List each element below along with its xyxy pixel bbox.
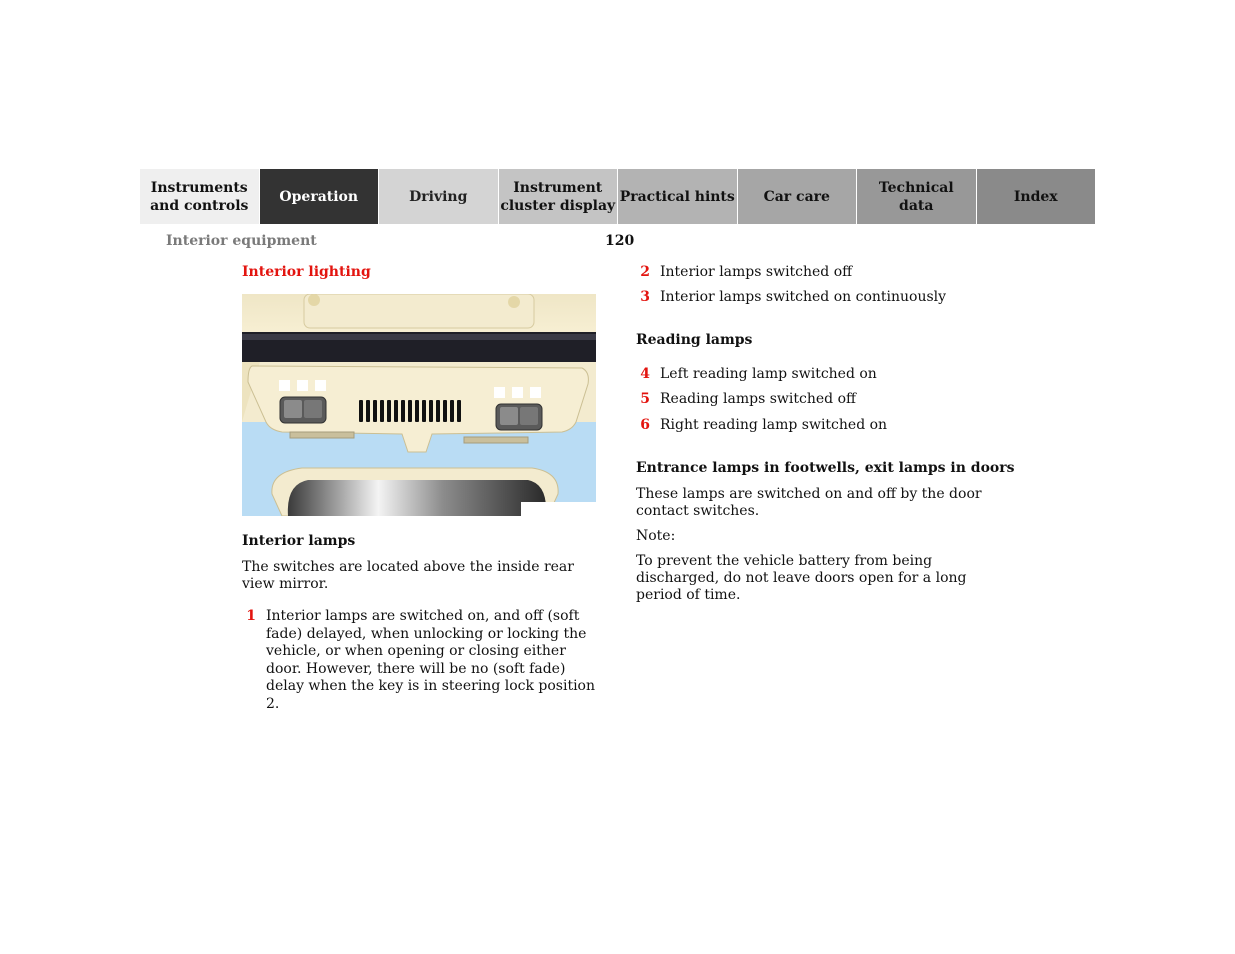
tab-car-care[interactable]: Car care bbox=[738, 169, 858, 224]
tab-operation[interactable]: Operation bbox=[260, 169, 380, 224]
page-number: 120 bbox=[605, 233, 635, 249]
tab-instruments-and-controls[interactable]: Instruments and controls bbox=[140, 169, 260, 224]
list-item-1 bbox=[242, 608, 602, 713]
tab-technical-data[interactable]: Technical data bbox=[857, 169, 977, 224]
note-text: To prevent the vehicle battery from being discharged, do not leave doors open for a long period of time. bbox=[636, 553, 967, 603]
list-item-4 bbox=[636, 366, 1016, 384]
overhead-console-illustration bbox=[242, 294, 596, 516]
list-item-3 bbox=[636, 289, 1016, 307]
chapter-tabs bbox=[140, 169, 1095, 224]
item-text: Reading lamps switched off bbox=[660, 391, 856, 407]
reading-lamps-heading: Reading lamps bbox=[636, 332, 753, 348]
entrance-lamps-text: These lamps are switched on and off by the door contact switches. bbox=[636, 486, 982, 519]
list-item-5 bbox=[636, 391, 1016, 409]
note-label: Note: bbox=[636, 528, 676, 544]
list-item-2 bbox=[636, 264, 1016, 282]
item-text: Left reading lamp switched on bbox=[660, 366, 877, 382]
item-number: 4 bbox=[640, 366, 650, 382]
tab-index[interactable]: Index bbox=[977, 169, 1096, 224]
list-item-6 bbox=[636, 417, 1016, 435]
tab-instrument-cluster-display[interactable]: Instrument cluster display bbox=[499, 169, 619, 224]
tab-practical-hints[interactable]: Practical hints bbox=[618, 169, 738, 224]
entrance-lamps-heading: Entrance lamps in footwells, exit lamps in doors bbox=[636, 460, 1015, 476]
item-number: 2 bbox=[640, 264, 650, 280]
item-number: 5 bbox=[640, 391, 650, 407]
page-heading: Interior lighting bbox=[242, 264, 371, 280]
item-text: Interior lamps switched off bbox=[660, 264, 853, 280]
item-text: Right reading lamp switched on bbox=[660, 417, 888, 433]
tab-driving[interactable]: Driving bbox=[379, 169, 499, 224]
item-text: Interior lamps are switched on, and off (soft fade) delayed, when unlocking or locking the vehicle, or when opening or closing either door. However, there will be no (soft fade) delay when the key is in steering lock position 2. bbox=[266, 608, 596, 712]
item-text: Interior lamps switched on continuously bbox=[660, 289, 947, 305]
section-title: Interior equipment bbox=[166, 233, 317, 249]
item-number: 3 bbox=[640, 289, 650, 305]
item-number: 1 bbox=[246, 608, 256, 624]
interior-lamps-intro: The switches are located above the inside rear view mirror. bbox=[242, 559, 574, 592]
item-number: 6 bbox=[640, 417, 650, 433]
interior-lamps-heading: Interior lamps bbox=[242, 533, 356, 549]
